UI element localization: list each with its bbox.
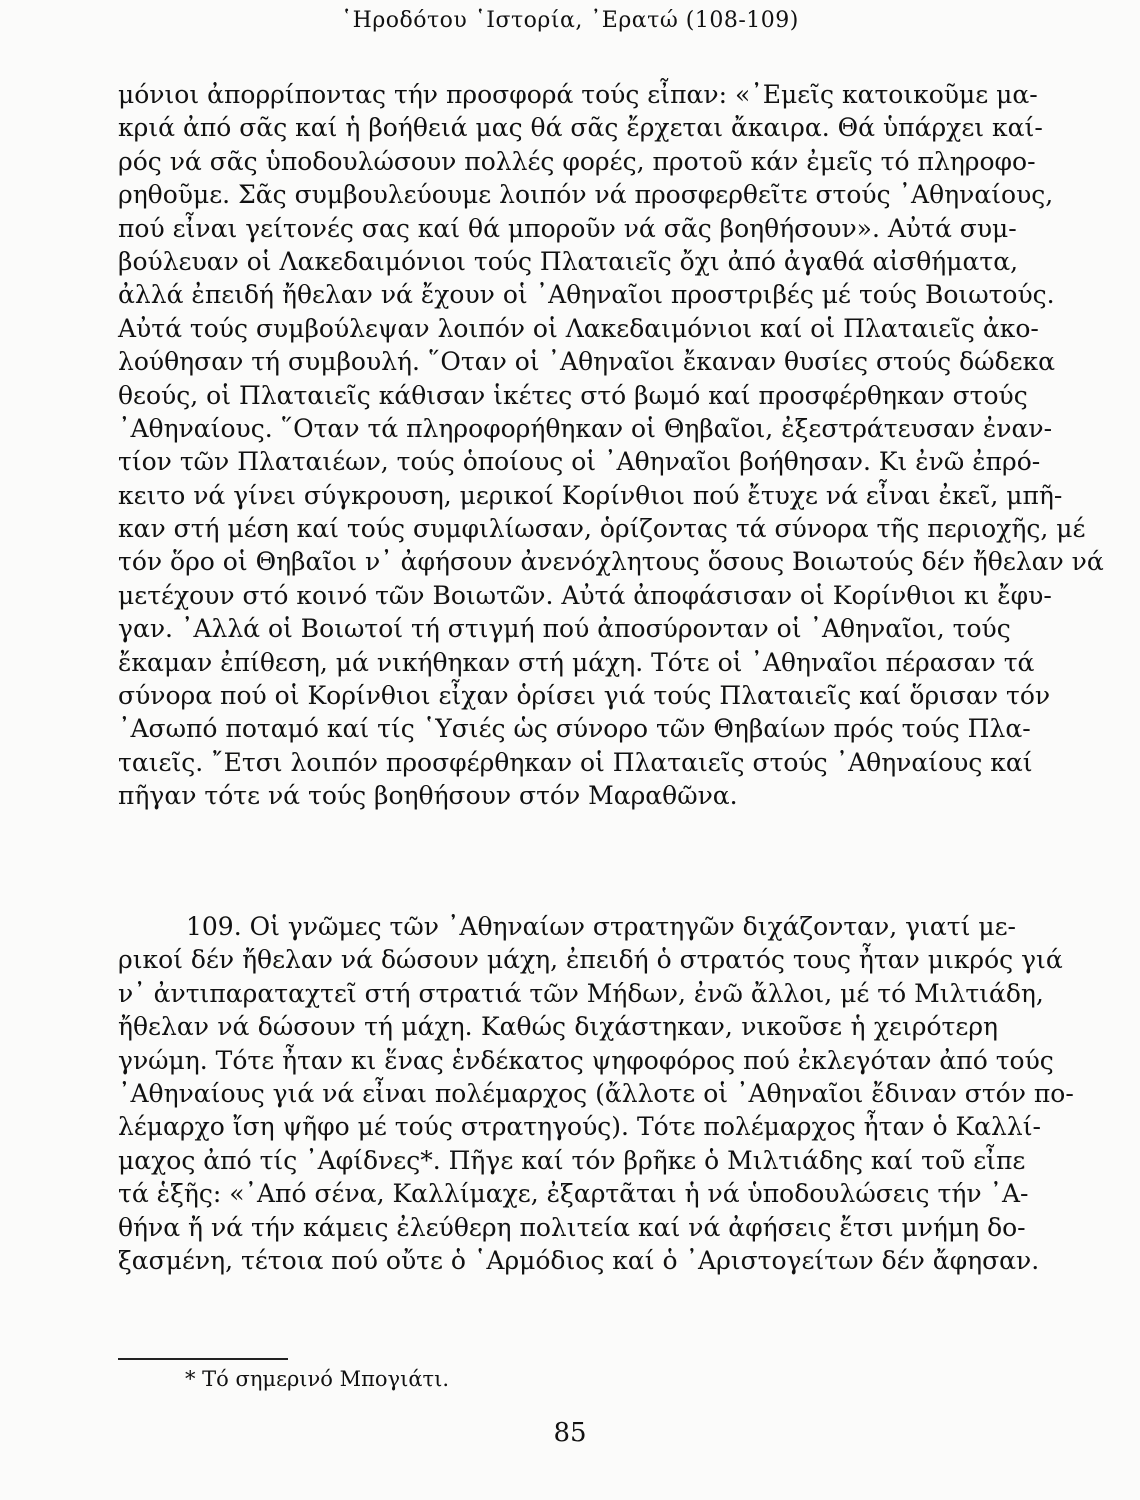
- text-line: ρικοί δέν ἤθελαν νά δώσουν μάχη, ἐπειδή ὁ στρατός τους ἦταν μικρός γιά: [118, 945, 1063, 975]
- text-line: ἤθελαν νά δώσουν τή μάχη. Καθώς διχάστηκαν, νικοῦσε ἡ χειρότερη: [118, 1012, 998, 1042]
- text-line: γνώμη. Τότε ἦταν κι ἕνας ἑνδέκατος ψηφοφόρος πού ἐκλεγόταν ἀπό τούς: [118, 1045, 1054, 1075]
- text-line: ᾿Αθηναίους. ῞Οταν τά πληροφορήθηκαν οἱ Θηβαῖοι, ἐξεστράτευσαν ἐναν-: [118, 413, 1053, 443]
- footnote-divider: [118, 1358, 288, 1360]
- text-line: σύνορα πού οἱ Κορίνθιοι εἶχαν ὁρίσει γιά τούς Πλαταιεῖς καί ὅρισαν τόν: [118, 681, 1051, 711]
- text-line: ἔκαμαν ἐπίθεση, μά νικήθηκαν στή μάχη. Τότε οἱ ᾿Αθηναῖοι πέρασαν τά: [118, 647, 1035, 677]
- text-line: μόνιοι ἀπορρίποντας τήν προσφορά τούς εἶπαν: «᾿Εμεῖς κατοικοῦμε μα-: [118, 80, 1038, 109]
- text-line: Αὐτά τούς συμβούλεψαν λοιπόν οἱ Λακεδαιμόνιοι καί οἱ Πλαταιεῖς ἀκο-: [118, 313, 1039, 343]
- text-line: ᾿Ασωπό ποταμό καί τίς ῾Υσιές ὡς σύνορο τῶν Θηβαίων πρός τούς Πλα-: [118, 714, 1031, 744]
- footnote: * Τό σημερινό Μπογιάτι.: [185, 1367, 450, 1391]
- text-line: γαν. ᾿Αλλά οἱ Βοιωτοί τή στιγμή πού ἀποσύρονταν οἱ ᾿Αθηναῖοι, τούς: [118, 614, 1011, 644]
- text-line: ταιεῖς. ῎Ετσι λοιπόν προσφέρθηκαν οἱ Πλαταιεῖς στούς ᾿Αθηναίους καί: [118, 747, 1033, 777]
- text-line: βούλευαν οἱ Λακεδαιμόνιοι τούς Πλαταιεῖς ὄχι ἀπό ἀγαθά αἰσθήματα,: [118, 246, 1019, 276]
- text-line: μαχος ἀπό τίς ᾿Αφίδνες*. Πῆγε καί τόν βρῆκε ὁ Μιλτιάδης καί τοῦ εἶπε: [118, 1145, 1026, 1175]
- text-line: ᾿Αθηναίους γιά νά εἶναι πολέμαρχος (ἄλλοτε οἱ ᾿Αθηναῖοι ἔδιναν στόν πο-: [118, 1078, 1074, 1108]
- text-line: καν στή μέση καί τούς συμφιλίωσαν, ὁρίζοντας τά σύνορα τῆς περιοχῆς, μέ: [118, 514, 1086, 544]
- text-line: κριά ἀπό σᾶς καί ἡ βοήθειά μας θά σᾶς ἔρχεται ἄκαιρα. Θά ὑπάρχει καί-: [118, 113, 1043, 143]
- text-line: κειτο νά γίνει σύγκρουση, μερικοί Κορίνθιοι πού ἔτυχε νά εἶναι ἐκεῖ, μπῆ-: [118, 480, 1063, 510]
- running-title: ῾Ηροδότου ῾Ιστορία, ᾿Ερατώ (108-109): [341, 8, 799, 33]
- text-line: πῆγαν τότε νά τούς βοηθήσουν στόν Μαραθῶνα.: [118, 781, 738, 811]
- page-number: 85: [553, 1418, 587, 1448]
- text-line: ρηθοῦμε. Σᾶς συμβουλεύουμε λοιπόν νά προσφερθεῖτε στούς ᾿Αθηναίους,: [118, 180, 1054, 210]
- text-line: λέμαρχο ἴση ψῆφο μέ τούς στρατηγούς). Τότε πολέμαρχος ἦταν ὁ Καλλί-: [118, 1112, 1041, 1142]
- text-line: ξασμένη, τέτοια πού οὔτε ὁ ῾Αρμόδιος καί ὁ ᾿Αριστογείτων δέν ἄφησαν.: [118, 1245, 1040, 1275]
- text-line: ν᾿ ἀντιπαραταχτεῖ στή στρατιά τῶν Μήδων, ἐνῶ ἄλλοι, μέ τό Μιλτιάδη,: [118, 978, 1044, 1008]
- paragraph-108-continuation: [118, 78, 1104, 813]
- text-line: λούθησαν τή συμβουλή. ῞Οταν οἱ ᾿Αθηναῖοι ἔκαναν θυσίες στούς δώδεκα: [118, 347, 1056, 377]
- text-line: ἀλλά ἐπειδή ἤθελαν νά ἔχουν οἱ ᾿Αθηναῖοι προστριβές μέ τούς Βοιωτούς.: [118, 280, 1055, 310]
- text-line: τόν ὅρο οἱ Θηβαῖοι ν᾿ ἀφήσουν ἀνενόχλητους ὅσους Βοιωτούς δέν ἤθελαν νά: [118, 547, 1104, 577]
- text-line: τίον τῶν Πλαταιέων, τούς ὁποίους οἱ ᾿Αθηναῖοι βοήθησαν. Κι ἐνῶ ἐπρό-: [118, 447, 1041, 477]
- text-line: μετέχουν στό κοινό τῶν Βοιωτῶν. Αὐτά ἀποφάσισαν οἱ Κορίνθιοι κι ἔφυ-: [118, 580, 1052, 610]
- text-line: θήνα ἤ νά τήν κάμεις ἐλεύθερη πολιτεία καί νά ἀφήσεις ἔτσι μνήμη δο-: [118, 1212, 1026, 1242]
- text-line: θεούς, οἱ Πλαταιεῖς κάθισαν ἱκέτες στό βωμό καί προσφέρθηκαν στούς: [118, 380, 1028, 410]
- text-line: πού εἶναι γείτονές σας καί θά μποροῦν νά σᾶς βοηθήσουν». Αὐτά συμ-: [118, 213, 1017, 243]
- text-line: ρός νά σᾶς ὑποδουλώσουν πολλές φορές, προτοῦ κάν ἐμεῖς τό πληροφο-: [118, 146, 1036, 176]
- text-line: 109. Οἱ γνῶμες τῶν ᾿Αθηναίων στρατηγῶν διχάζονταν, γιατί με-: [186, 912, 1016, 941]
- text-line: τά ἑξῆς: «᾿Από σένα, Καλλίμαχε, ἐξαρτᾶται ἡ νά ὑποδουλώσεις τήν ᾿Α-: [118, 1179, 1029, 1209]
- paragraph-109: [118, 910, 1074, 1277]
